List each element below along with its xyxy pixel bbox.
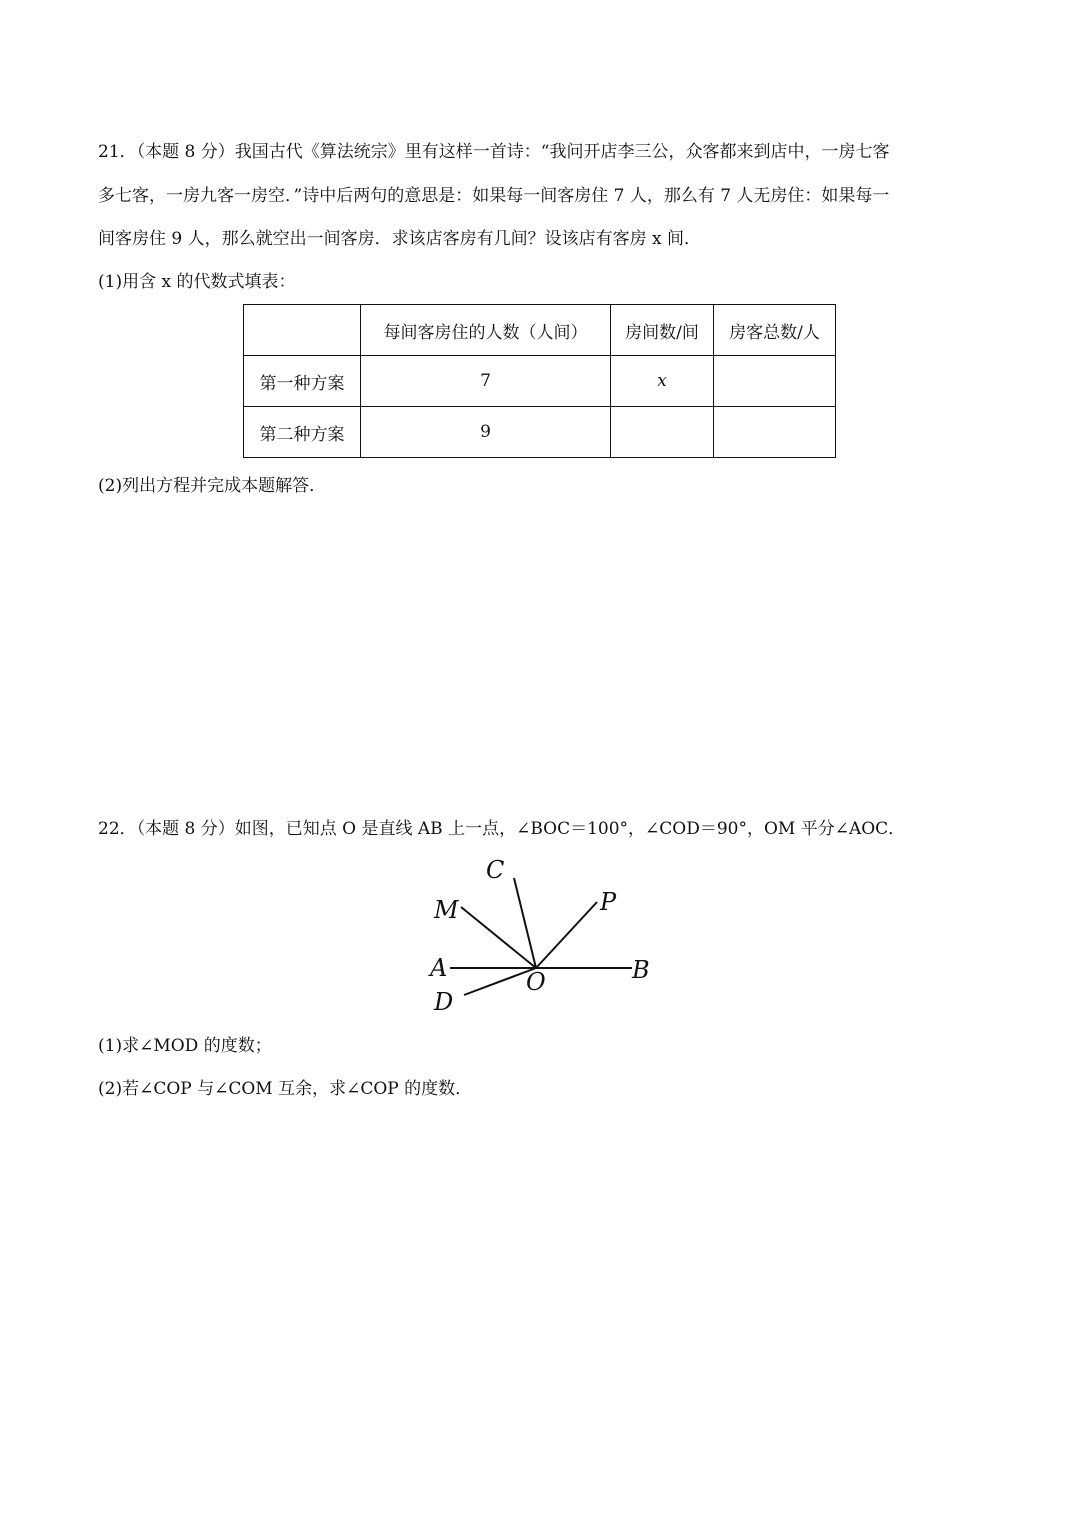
label-b: B [632,956,650,984]
table-header-cell: 每间客房住的人数（人间） [361,305,611,356]
q21-statement-line-2: 多七客，一房九客一房空．”诗中后两句的意思是：如果每一间客房住 7 人，那么有 7 人无房住：如果每一 [98,186,890,206]
label-o: O [526,968,546,996]
label-a: A [430,954,448,982]
table-cell-blank [714,407,836,458]
label-c: C [486,856,505,884]
q21-part-2: (2)列出方程并完成本题解答． [98,476,327,496]
table-header-row [244,305,836,356]
q22-part-1: (1)求∠MOD 的度数； [98,1036,272,1056]
table-cell: 7 [361,356,611,407]
label-m: M [434,896,459,924]
label-p: P [600,888,617,916]
q21-statement-line-3: 间客房住 9 人，那么就空出一间客房．求该店客房有几间？设该店有客房 x 间． [98,229,702,249]
label-d: D [434,988,454,1016]
table-cell-blank [714,356,836,407]
ray-om [461,907,536,968]
table-cell: 9 [361,407,611,458]
table-row [244,356,836,407]
q21-part-1: (1)用含 x 的代数式填表： [98,272,296,292]
q21-fill-table [243,304,836,458]
ray-oc [514,878,536,968]
table-cell: x [611,356,714,407]
table-cell-blank [611,407,714,458]
table-header-cell: 房间数/间 [611,305,714,356]
table-header-cell: 房客总数/人 [714,305,836,356]
ray-op [536,902,597,968]
table-row-label: 第二种方案 [244,407,361,458]
table-row-label: 第一种方案 [244,356,361,407]
table-row [244,407,836,458]
q21-statement-line-1: 21．（本题 8 分）我国古代《算法统宗》里有这样一首诗：“我问开店李三公，众客都来到店中，一房七客 [98,142,890,162]
q22-part-2: (2)若∠COP 与∠COM 互余，求∠COP 的度数． [98,1079,473,1099]
q22-statement-line-1: 22．（本题 8 分）如图，已知点 O 是直线 AB 上一点，∠BOC＝100°，∠COD＝90°，OM 平分∠AOC． [98,819,906,839]
table-header-cell [244,305,361,356]
q22-angle-figure [420,852,660,1022]
